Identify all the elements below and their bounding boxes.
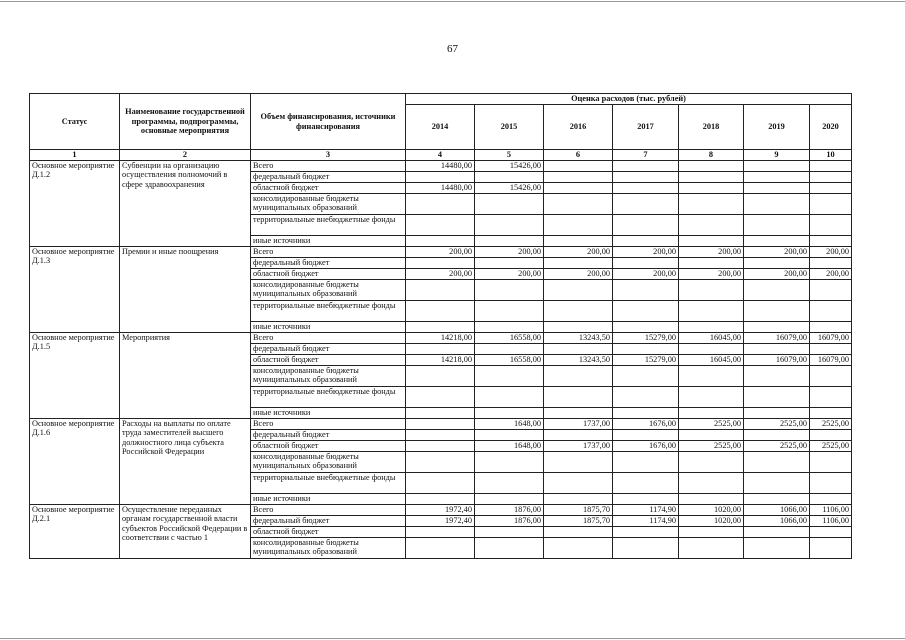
value-cell: 14480,00 xyxy=(406,160,475,171)
value-cell xyxy=(810,407,852,418)
value-cell: 200,00 xyxy=(475,268,544,279)
value-cell: 13243,50 xyxy=(544,354,613,365)
value-cell xyxy=(406,171,475,182)
value-cell xyxy=(613,343,679,354)
value-cell: 1648,00 xyxy=(475,418,544,429)
value-cell xyxy=(475,343,544,354)
program-name-cell: Субвенции на организацию осуществления полномочий в сфере здравоохранения xyxy=(120,160,251,246)
table-row xyxy=(30,504,852,515)
value-cell: 1737,00 xyxy=(544,440,613,451)
value-cell xyxy=(679,321,744,332)
value-cell xyxy=(744,257,810,268)
value-cell xyxy=(406,526,475,537)
value-cell: 16045,00 xyxy=(679,354,744,365)
value-cell xyxy=(613,257,679,268)
status-cell: Основное мероприятие Д.1.6 xyxy=(30,418,120,504)
column-number: 8 xyxy=(679,150,744,161)
value-cell: 1020,00 xyxy=(679,504,744,515)
column-number: 3 xyxy=(251,150,406,161)
value-cell: 200,00 xyxy=(679,268,744,279)
value-cell: 1676,00 xyxy=(613,440,679,451)
header-year-2019: 2019 xyxy=(744,105,810,150)
value-cell: 1972,40 xyxy=(406,515,475,526)
table-row xyxy=(30,418,852,429)
value-cell xyxy=(810,214,852,235)
value-cell xyxy=(475,386,544,407)
value-cell xyxy=(406,300,475,321)
value-cell: 200,00 xyxy=(613,246,679,257)
value-cell xyxy=(810,235,852,246)
table-row xyxy=(30,332,852,343)
table-row xyxy=(30,246,852,257)
value-cell xyxy=(679,386,744,407)
value-cell xyxy=(744,160,810,171)
value-cell xyxy=(544,182,613,193)
financing-source-cell: иные источники xyxy=(251,235,406,246)
financing-source-cell: иные источники xyxy=(251,321,406,332)
value-cell: 16558,00 xyxy=(475,332,544,343)
value-cell: 14218,00 xyxy=(406,354,475,365)
value-cell xyxy=(744,526,810,537)
table-body xyxy=(30,160,852,558)
value-cell xyxy=(613,279,679,300)
header-status: Статус xyxy=(30,94,120,150)
column-number: 1 xyxy=(30,150,120,161)
value-cell xyxy=(406,418,475,429)
value-cell xyxy=(744,343,810,354)
header-year-2015: 2015 xyxy=(475,105,544,150)
value-cell: 13243,50 xyxy=(544,332,613,343)
value-cell: 1106,00 xyxy=(810,504,852,515)
header-year-2016: 2016 xyxy=(544,105,613,150)
financing-source-cell: федеральный бюджет xyxy=(251,171,406,182)
value-cell xyxy=(679,300,744,321)
value-cell xyxy=(475,472,544,493)
status-cell: Основное мероприятие Д.1.5 xyxy=(30,332,120,418)
financing-source-cell: Всего xyxy=(251,246,406,257)
value-cell: 15426,00 xyxy=(475,182,544,193)
value-cell: 200,00 xyxy=(406,246,475,257)
value-cell xyxy=(613,365,679,386)
value-cell xyxy=(475,407,544,418)
value-cell: 1106,00 xyxy=(810,515,852,526)
financing-source-cell: консолидированные бюджеты муниципальных образований xyxy=(251,365,406,386)
value-cell xyxy=(613,193,679,214)
column-number: 2 xyxy=(120,150,251,161)
value-cell xyxy=(613,160,679,171)
value-cell: 1737,00 xyxy=(544,418,613,429)
column-number: 10 xyxy=(810,150,852,161)
financing-source-cell: Всего xyxy=(251,418,406,429)
value-cell: 1875,70 xyxy=(544,515,613,526)
financing-source-cell: консолидированные бюджеты муниципальных образований xyxy=(251,537,406,558)
value-cell xyxy=(810,160,852,171)
value-cell: 16045,00 xyxy=(679,332,744,343)
value-cell xyxy=(810,257,852,268)
financing-source-cell: областной бюджет xyxy=(251,354,406,365)
financing-source-cell: областной бюджет xyxy=(251,526,406,537)
financing-source-cell: консолидированные бюджеты муниципальных образований xyxy=(251,193,406,214)
value-cell xyxy=(475,365,544,386)
financing-source-cell: территориальные внебюджетные фонды xyxy=(251,300,406,321)
value-cell xyxy=(613,321,679,332)
value-cell xyxy=(810,386,852,407)
financing-source-cell: федеральный бюджет xyxy=(251,257,406,268)
value-cell xyxy=(544,343,613,354)
value-cell: 15279,00 xyxy=(613,354,679,365)
column-number-row xyxy=(30,150,852,161)
value-cell xyxy=(744,429,810,440)
value-cell xyxy=(406,257,475,268)
value-cell xyxy=(679,429,744,440)
value-cell xyxy=(544,321,613,332)
value-cell xyxy=(810,472,852,493)
value-cell xyxy=(406,214,475,235)
value-cell xyxy=(406,407,475,418)
value-cell xyxy=(406,537,475,558)
header-year-2017: 2017 xyxy=(613,105,679,150)
value-cell xyxy=(744,171,810,182)
value-cell: 16079,00 xyxy=(744,354,810,365)
value-cell: 1676,00 xyxy=(613,418,679,429)
value-cell: 2525,00 xyxy=(744,440,810,451)
value-cell xyxy=(406,451,475,472)
value-cell: 2525,00 xyxy=(679,418,744,429)
table-header xyxy=(30,94,852,161)
value-cell xyxy=(679,214,744,235)
header-financing: Объем финансирования, источники финансирования xyxy=(251,94,406,150)
value-cell xyxy=(679,343,744,354)
value-cell: 14218,00 xyxy=(406,332,475,343)
value-cell xyxy=(810,300,852,321)
value-cell: 2525,00 xyxy=(744,418,810,429)
column-number: 7 xyxy=(613,150,679,161)
financing-source-cell: областной бюджет xyxy=(251,268,406,279)
value-cell xyxy=(544,493,613,504)
financing-source-cell: территориальные внебюджетные фонды xyxy=(251,386,406,407)
value-cell xyxy=(475,257,544,268)
value-cell xyxy=(679,279,744,300)
value-cell xyxy=(744,451,810,472)
value-cell xyxy=(544,451,613,472)
value-cell: 1876,00 xyxy=(475,504,544,515)
program-name-cell: Премии и иные поощрения xyxy=(120,246,251,332)
value-cell xyxy=(810,365,852,386)
value-cell xyxy=(810,429,852,440)
expense-table xyxy=(29,93,852,559)
value-cell: 2525,00 xyxy=(810,440,852,451)
value-cell: 200,00 xyxy=(744,268,810,279)
value-cell xyxy=(613,451,679,472)
column-number: 5 xyxy=(475,150,544,161)
status-cell: Основное мероприятие Д.1.3 xyxy=(30,246,120,332)
value-cell xyxy=(613,493,679,504)
value-cell xyxy=(679,407,744,418)
value-cell: 15279,00 xyxy=(613,332,679,343)
value-cell: 16079,00 xyxy=(810,354,852,365)
value-cell: 2525,00 xyxy=(679,440,744,451)
value-cell: 200,00 xyxy=(544,246,613,257)
value-cell xyxy=(475,429,544,440)
financing-source-cell: территориальные внебюджетные фонды xyxy=(251,472,406,493)
value-cell xyxy=(406,365,475,386)
value-cell xyxy=(744,407,810,418)
value-cell xyxy=(544,429,613,440)
value-cell xyxy=(475,300,544,321)
value-cell xyxy=(544,160,613,171)
header-year-2018: 2018 xyxy=(679,105,744,150)
value-cell xyxy=(544,386,613,407)
financing-source-cell: Всего xyxy=(251,332,406,343)
value-cell xyxy=(475,235,544,246)
value-cell xyxy=(744,493,810,504)
value-cell xyxy=(613,472,679,493)
value-cell xyxy=(406,440,475,451)
status-cell: Основное мероприятие Д.1.2 xyxy=(30,160,120,246)
financing-source-cell: территориальные внебюджетные фонды xyxy=(251,214,406,235)
program-name-cell: Мероприятия xyxy=(120,332,251,418)
value-cell xyxy=(744,279,810,300)
scan-bottom-edge xyxy=(0,638,905,639)
value-cell xyxy=(613,407,679,418)
value-cell xyxy=(679,493,744,504)
value-cell xyxy=(406,279,475,300)
value-cell xyxy=(613,429,679,440)
header-estimate: Оценка расходов (тыс. рублей) xyxy=(406,94,852,105)
value-cell xyxy=(744,386,810,407)
value-cell: 200,00 xyxy=(744,246,810,257)
value-cell xyxy=(679,171,744,182)
column-number: 9 xyxy=(744,150,810,161)
value-cell xyxy=(406,193,475,214)
value-cell: 1972,40 xyxy=(406,504,475,515)
value-cell: 200,00 xyxy=(679,246,744,257)
value-cell xyxy=(679,365,744,386)
page-number: 67 xyxy=(447,43,458,55)
value-cell xyxy=(475,526,544,537)
value-cell xyxy=(475,193,544,214)
financing-source-cell: иные источники xyxy=(251,407,406,418)
value-cell xyxy=(475,451,544,472)
value-cell xyxy=(613,235,679,246)
value-cell: 2525,00 xyxy=(810,418,852,429)
value-cell: 200,00 xyxy=(810,246,852,257)
value-cell: 1066,00 xyxy=(744,515,810,526)
header-year-2014: 2014 xyxy=(406,105,475,150)
financing-source-cell: федеральный бюджет xyxy=(251,429,406,440)
value-cell: 1174,90 xyxy=(613,504,679,515)
value-cell xyxy=(544,407,613,418)
value-cell xyxy=(810,182,852,193)
financing-source-cell: областной бюджет xyxy=(251,440,406,451)
program-name-cell: Расходы на выплаты по оплате труда заместителей высшего должностного лица субъекта Российской Федерации xyxy=(120,418,251,504)
financing-source-cell: федеральный бюджет xyxy=(251,515,406,526)
value-cell: 16079,00 xyxy=(744,332,810,343)
value-cell xyxy=(810,279,852,300)
value-cell xyxy=(544,279,613,300)
value-cell: 14480,00 xyxy=(406,182,475,193)
value-cell xyxy=(810,343,852,354)
value-cell xyxy=(475,493,544,504)
value-cell: 1648,00 xyxy=(475,440,544,451)
value-cell xyxy=(810,537,852,558)
scan-top-edge xyxy=(0,1,905,2)
value-cell: 200,00 xyxy=(406,268,475,279)
value-cell xyxy=(679,451,744,472)
financing-source-cell: консолидированные бюджеты муниципальных образований xyxy=(251,279,406,300)
value-cell xyxy=(475,279,544,300)
value-cell xyxy=(679,537,744,558)
financing-source-cell: консолидированные бюджеты муниципальных образований xyxy=(251,451,406,472)
value-cell xyxy=(744,214,810,235)
value-cell: 1066,00 xyxy=(744,504,810,515)
value-cell xyxy=(679,257,744,268)
value-cell xyxy=(613,182,679,193)
value-cell xyxy=(679,193,744,214)
value-cell xyxy=(810,171,852,182)
value-cell xyxy=(613,537,679,558)
value-cell xyxy=(744,365,810,386)
status-cell: Основное мероприятие Д.2.1 xyxy=(30,504,120,558)
value-cell: 1875,70 xyxy=(544,504,613,515)
value-cell xyxy=(679,526,744,537)
value-cell: 16558,00 xyxy=(475,354,544,365)
program-name-cell: Осуществление переданных органам государственной власти субъектов Российской Федерации в соответствии с частью 1 xyxy=(120,504,251,558)
value-cell xyxy=(544,257,613,268)
value-cell xyxy=(679,182,744,193)
financing-source-cell: областной бюджет xyxy=(251,182,406,193)
value-cell xyxy=(613,526,679,537)
value-cell xyxy=(679,235,744,246)
value-cell: 1020,00 xyxy=(679,515,744,526)
value-cell xyxy=(544,472,613,493)
value-cell: 200,00 xyxy=(544,268,613,279)
value-cell xyxy=(810,526,852,537)
value-cell xyxy=(679,160,744,171)
financing-source-cell: федеральный бюджет xyxy=(251,343,406,354)
value-cell xyxy=(406,472,475,493)
value-cell xyxy=(613,300,679,321)
value-cell xyxy=(406,235,475,246)
value-cell xyxy=(744,300,810,321)
value-cell xyxy=(544,300,613,321)
table-row xyxy=(30,160,852,171)
value-cell: 200,00 xyxy=(475,246,544,257)
header-program-name: Наименование государственной программы, подпрограммы, основные мероприятия xyxy=(120,94,251,150)
value-cell xyxy=(744,537,810,558)
value-cell xyxy=(810,493,852,504)
value-cell: 1876,00 xyxy=(475,515,544,526)
value-cell xyxy=(475,537,544,558)
value-cell xyxy=(679,472,744,493)
value-cell xyxy=(810,321,852,332)
value-cell xyxy=(744,472,810,493)
value-cell xyxy=(406,429,475,440)
value-cell xyxy=(810,193,852,214)
value-cell xyxy=(613,214,679,235)
value-cell: 200,00 xyxy=(810,268,852,279)
value-cell xyxy=(613,171,679,182)
value-cell xyxy=(406,321,475,332)
financing-source-cell: Всего xyxy=(251,504,406,515)
value-cell xyxy=(544,526,613,537)
header-year-2020: 2020 xyxy=(810,105,852,150)
value-cell xyxy=(475,214,544,235)
value-cell xyxy=(544,214,613,235)
value-cell xyxy=(744,321,810,332)
value-cell xyxy=(406,343,475,354)
value-cell xyxy=(810,451,852,472)
financing-source-cell: иные источники xyxy=(251,493,406,504)
value-cell xyxy=(744,235,810,246)
value-cell xyxy=(744,193,810,214)
value-cell xyxy=(744,182,810,193)
value-cell xyxy=(406,386,475,407)
value-cell xyxy=(475,171,544,182)
value-cell xyxy=(544,235,613,246)
value-cell xyxy=(544,537,613,558)
financing-source-cell: Всего xyxy=(251,160,406,171)
value-cell xyxy=(406,493,475,504)
value-cell: 15426,00 xyxy=(475,160,544,171)
value-cell xyxy=(613,386,679,407)
value-cell xyxy=(544,171,613,182)
value-cell: 16079,00 xyxy=(810,332,852,343)
value-cell xyxy=(544,365,613,386)
value-cell xyxy=(475,321,544,332)
value-cell: 200,00 xyxy=(613,268,679,279)
column-number: 6 xyxy=(544,150,613,161)
column-number: 4 xyxy=(406,150,475,161)
value-cell: 1174,90 xyxy=(613,515,679,526)
value-cell xyxy=(544,193,613,214)
